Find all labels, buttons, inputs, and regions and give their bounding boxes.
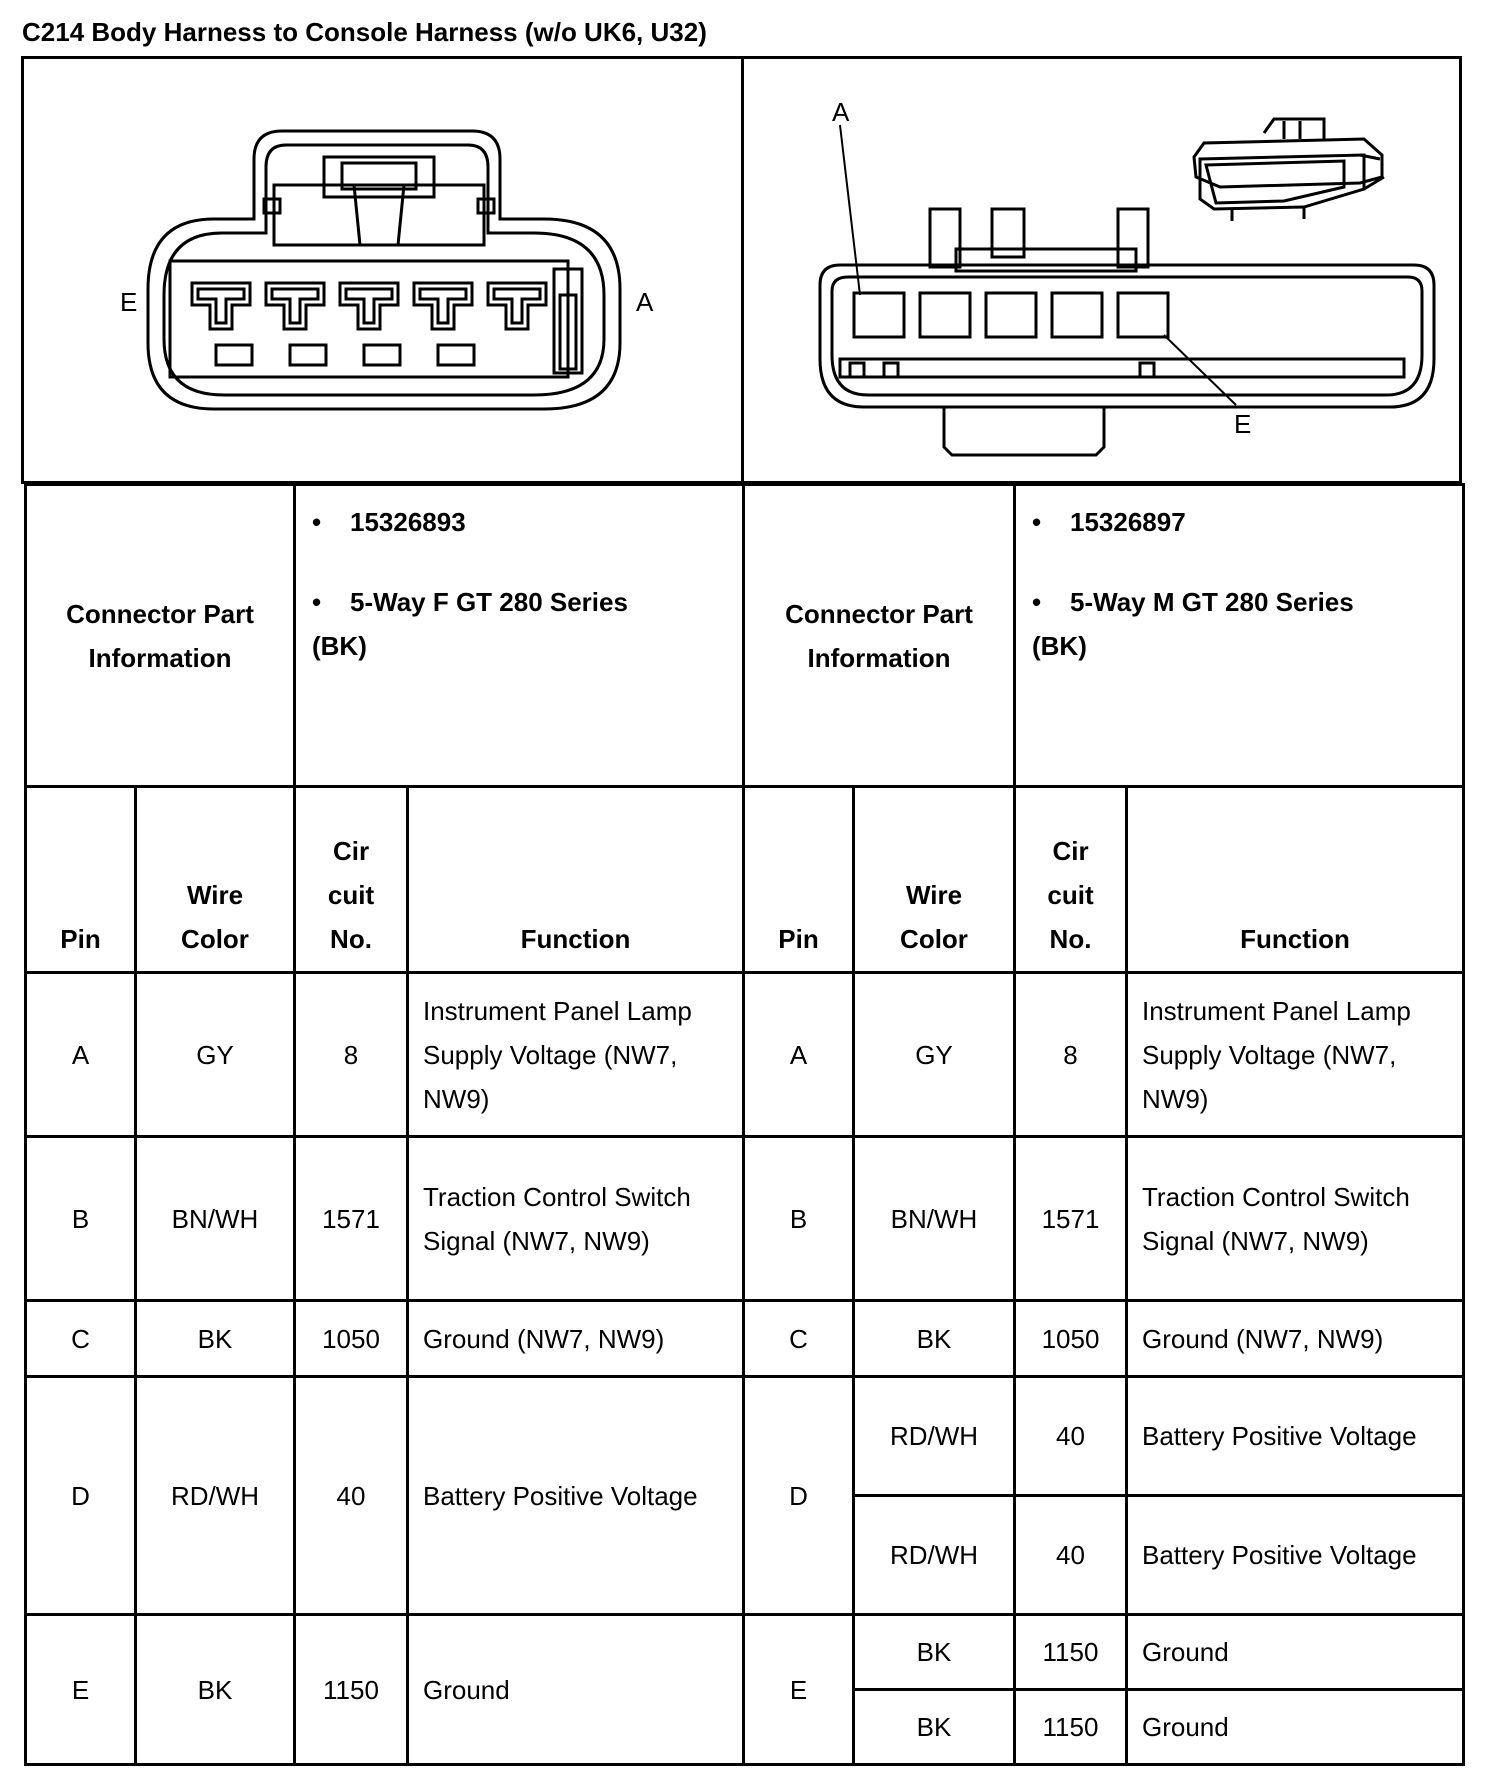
right-description: 5-Way M GT 280 Series <box>1070 587 1354 617</box>
left-wire-color-header <box>136 787 295 973</box>
function-cell: Ground <box>1127 1615 1464 1690</box>
right-circuit-header <box>1015 787 1127 973</box>
wire-color-cell: BK <box>136 1301 295 1377</box>
function-cell: Ground (NW7, NW9) <box>408 1301 744 1377</box>
pin-cell: C <box>744 1301 854 1377</box>
male-pin-e-label: E <box>1234 409 1252 439</box>
right-pin-header: Pin <box>744 787 854 973</box>
function-cell: Ground <box>408 1615 744 1765</box>
left-color: (BK) <box>312 631 367 661</box>
left-description-line <box>312 580 732 624</box>
male-connector-drawing <box>744 59 1459 481</box>
right-connector-info <box>1015 485 1464 787</box>
bullet: • <box>312 507 322 537</box>
pin-cell: E <box>744 1615 854 1765</box>
right-wire-color-header <box>854 787 1015 973</box>
right-function-header: Function <box>1127 787 1464 973</box>
table-row <box>26 1377 1464 1496</box>
circuit-cell: 1150 <box>1015 1615 1127 1690</box>
function-cell: Instrument Panel Lamp Supply Voltage (NW7, NW9) <box>1127 973 1464 1137</box>
right-part-number: 15326897 <box>1070 507 1186 537</box>
header-text: cuit <box>1047 880 1094 910</box>
table-row <box>26 1301 1464 1377</box>
function-cell: Battery Positive Voltage <box>1127 1496 1464 1615</box>
circuit-cell: 8 <box>295 973 408 1137</box>
function-cell: Traction Control Switch Signal (NW7, NW9) <box>408 1137 744 1301</box>
wire-color-cell: BK <box>854 1301 1015 1377</box>
circuit-cell: 40 <box>295 1377 408 1615</box>
circuit-cell: 1050 <box>1015 1301 1127 1377</box>
circuit-cell: 1050 <box>295 1301 408 1377</box>
bullet: • <box>1032 507 1042 537</box>
function-cell: Battery Positive Voltage <box>1127 1377 1464 1496</box>
left-part-number: 15326893 <box>350 507 466 537</box>
table-row <box>26 1615 1464 1690</box>
circuit-cell: 8 <box>1015 973 1127 1137</box>
circuit-cell: 1571 <box>1015 1137 1127 1301</box>
circuit-cell: 40 <box>1015 1496 1127 1615</box>
circuit-cell: 1150 <box>1015 1690 1127 1765</box>
header-text: Color <box>181 924 249 954</box>
pin-cell: B <box>26 1137 136 1301</box>
left-connector-info <box>295 485 744 787</box>
function-cell: Battery Positive Voltage <box>408 1377 744 1615</box>
right-color: (BK) <box>1032 631 1087 661</box>
left-pin-header: Pin <box>26 787 136 973</box>
connector-diagram-area <box>21 56 1462 484</box>
function-cell: Traction Control Switch Signal (NW7, NW9) <box>1127 1137 1464 1301</box>
page-title: C214 Body Harness to Console Harness (w/o UK6, U32) <box>22 17 707 47</box>
wire-color-cell: GY <box>136 973 295 1137</box>
function-cell: Ground (NW7, NW9) <box>1127 1301 1464 1377</box>
function-cell: Ground <box>1127 1690 1464 1765</box>
left-connector-info-label: Connector Part Information <box>26 485 295 787</box>
header-text: No. <box>330 924 372 954</box>
wire-color-cell: BK <box>854 1690 1015 1765</box>
female-connector-drawing <box>24 59 741 481</box>
wire-color-cell: BN/WH <box>136 1137 295 1301</box>
connector-info-row <box>26 485 1464 787</box>
pin-cell: A <box>26 973 136 1137</box>
header-text: No. <box>1049 924 1092 954</box>
table-row <box>26 1137 1464 1301</box>
bullet: • <box>312 587 322 617</box>
female-pin-e-label: E <box>120 287 138 317</box>
pin-cell: C <box>26 1301 136 1377</box>
pin-cell: D <box>26 1377 136 1615</box>
pin-cell: D <box>744 1377 854 1615</box>
circuit-cell: 1150 <box>295 1615 408 1765</box>
header-text: Wire <box>905 880 963 910</box>
female-pin-a-label: A <box>636 287 654 317</box>
right-connector-info-label: Connector Part Information <box>744 485 1015 787</box>
function-cell: Instrument Panel Lamp Supply Voltage (NW7, NW9) <box>408 973 744 1137</box>
circuit-cell: 1571 <box>295 1137 408 1301</box>
wire-color-cell: RD/WH <box>854 1377 1015 1496</box>
header-text: Wire <box>186 880 244 910</box>
bullet: • <box>1032 587 1042 617</box>
table-row <box>26 973 1464 1137</box>
header-text: Color <box>900 924 968 954</box>
right-description-line <box>1032 580 1452 624</box>
header-text: Cir <box>1052 836 1089 866</box>
header-text: Cir <box>332 836 370 866</box>
male-pin-a-label: A <box>832 97 850 127</box>
left-circuit-header <box>295 787 408 973</box>
wire-color-cell: RD/WH <box>854 1496 1015 1615</box>
wire-color-cell: BK <box>854 1615 1015 1690</box>
left-part-number-line <box>312 500 732 544</box>
circuit-cell: 40 <box>1015 1377 1127 1496</box>
left-description: 5-Way F GT 280 Series <box>350 587 628 617</box>
pin-cell: E <box>26 1615 136 1765</box>
table-header-row <box>26 787 1464 973</box>
wire-color-cell: RD/WH <box>136 1377 295 1615</box>
header-text: cuit <box>327 880 375 910</box>
wire-color-cell: BK <box>136 1615 295 1765</box>
left-function-header: Function <box>408 787 744 973</box>
pin-cell: B <box>744 1137 854 1301</box>
pin-cell: A <box>744 973 854 1137</box>
right-part-number-line <box>1032 500 1452 544</box>
wire-color-cell: GY <box>854 973 1015 1137</box>
connector-pinout-table <box>24 483 1465 1766</box>
wire-color-cell: BN/WH <box>854 1137 1015 1301</box>
